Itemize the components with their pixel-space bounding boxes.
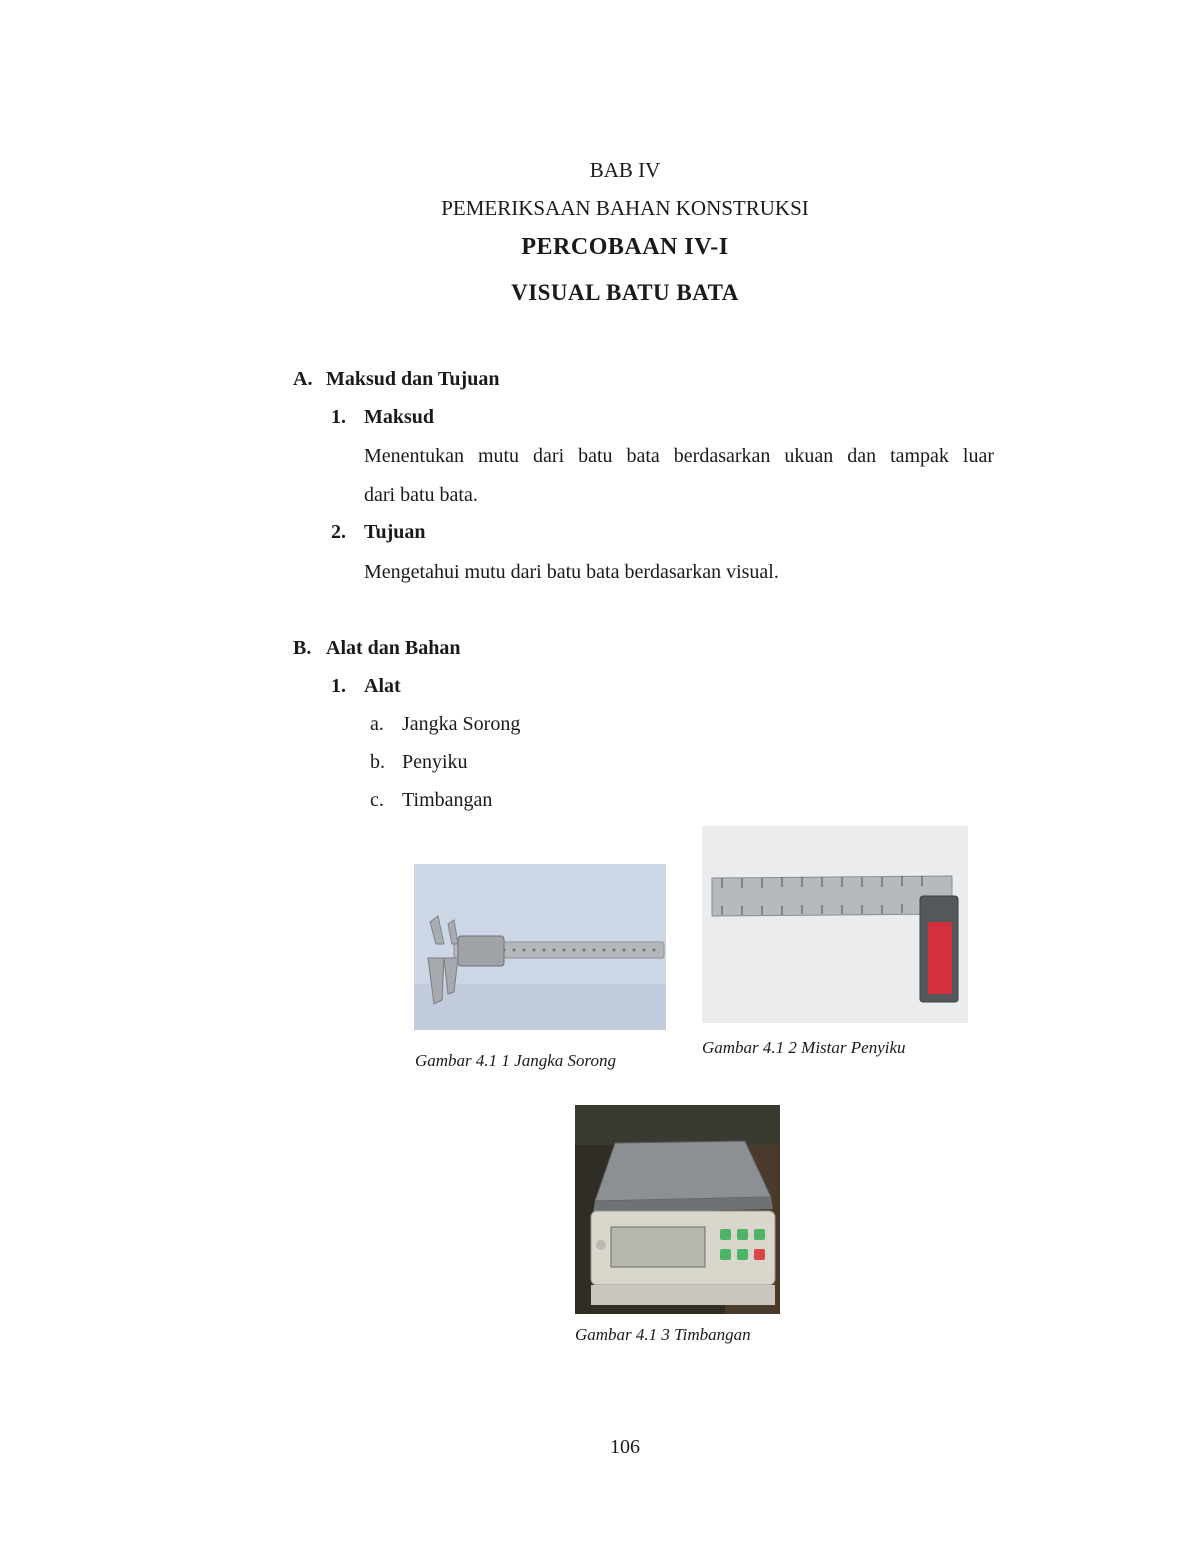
- alat-number: 1.: [331, 675, 346, 697]
- experiment-subject: VISUAL BATU BATA: [511, 280, 739, 305]
- tujuan-number: 2.: [331, 521, 346, 543]
- list-marker: a.: [370, 713, 384, 735]
- chapter-label: BAB IV: [589, 158, 661, 182]
- figure-caption: Gambar 4.1 2 Mistar Penyiku: [702, 1038, 906, 1057]
- maksud-text-line1: Menentukan mutu dari batu bata berdasarkan ukuan dan tampak luar: [364, 445, 994, 467]
- maksud-number: 1.: [331, 406, 346, 428]
- list-text: Jangka Sorong: [402, 713, 521, 735]
- maksud-text-line2: dari batu bata.: [364, 484, 478, 506]
- list-item: [370, 789, 492, 812]
- steel-square-photo: [702, 826, 968, 1023]
- list-item: [370, 713, 520, 736]
- list-text: Penyiku: [402, 751, 468, 773]
- page-number: 106: [610, 1436, 640, 1458]
- section-a-marker: A.: [293, 368, 313, 390]
- list-item: [370, 751, 468, 774]
- chapter-subtitle: PEMERIKSAAN BAHAN KONSTRUKSI: [441, 196, 809, 220]
- section-b-marker: B.: [293, 637, 312, 659]
- maksud-heading: Maksud: [364, 406, 435, 428]
- tujuan-text: Mengetahui mutu dari batu bata berdasarkan visual.: [364, 561, 779, 583]
- section-b-title: Alat dan Bahan: [326, 637, 461, 659]
- tujuan-heading: Tujuan: [364, 521, 426, 543]
- section-a-title: Maksud dan Tujuan: [326, 368, 500, 390]
- alat-heading: Alat: [364, 675, 401, 697]
- digital-scale-photo: [575, 1105, 780, 1314]
- list-marker: b.: [370, 751, 385, 773]
- figure-caption: Gambar 4.1 3 Timbangan: [575, 1325, 751, 1344]
- list-text: Timbangan: [402, 789, 493, 811]
- vernier-caliper-photo: [414, 864, 666, 1030]
- list-marker: c.: [370, 789, 384, 811]
- experiment-title: PERCOBAAN IV-I: [521, 234, 729, 260]
- figure-caption: Gambar 4.1 1 Jangka Sorong: [415, 1051, 616, 1070]
